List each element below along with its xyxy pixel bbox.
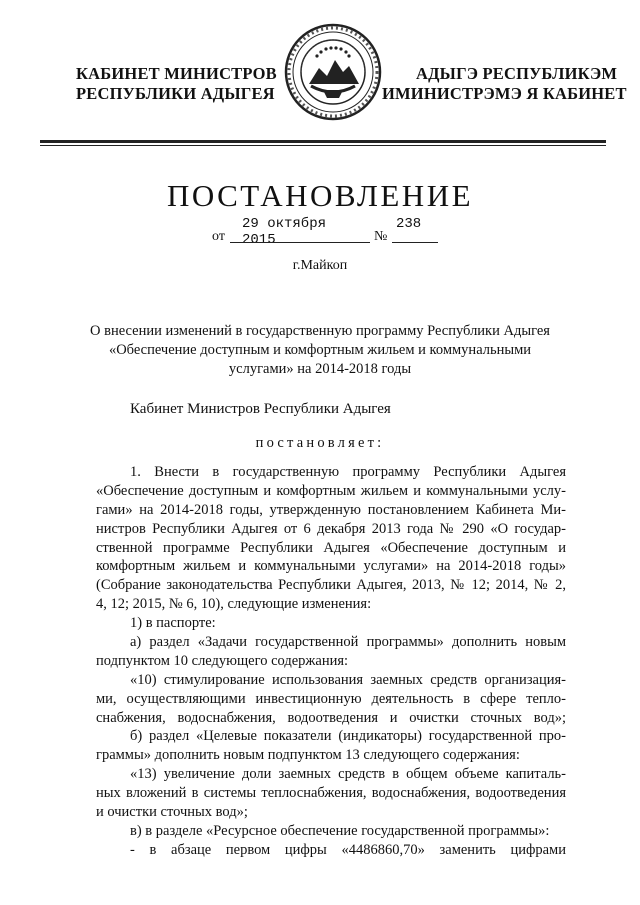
- header-divider-thick: [40, 140, 606, 143]
- number-prefix: №: [374, 229, 388, 244]
- coat-of-arms-icon: [283, 22, 383, 122]
- issuing-body: Кабинет Министров Республики Адыгея: [130, 401, 391, 417]
- header-left-line1: КАБИНЕТ МИНИСТРОВ: [76, 64, 277, 83]
- document-title: ПОСТАНОВЛЕНИЕ: [166, 178, 474, 213]
- subject-line1: О внесении изменений в государственную программу Республики Адыгея: [90, 323, 550, 339]
- body-line: «Обеспечение доступным и комфортным жильем и коммунальными услу-: [96, 482, 566, 499]
- document-subject: [70, 322, 570, 379]
- body-line: (Собрание законодательства Республики Адыгея, 2013, № 12; 2014, № 2,: [96, 577, 566, 594]
- city-name: г.Майкоп: [292, 258, 348, 273]
- number-underline: [392, 242, 438, 243]
- body-line: комфортным жильем и коммунальными услугами» на 2014-2018 годы»: [96, 558, 566, 575]
- date-underline: [230, 242, 370, 243]
- body-line: снабжения, водоснабжения, водоотведения и очистки сточных вод»;: [96, 709, 566, 726]
- body-line: - в абзаце первом цифры «4486860,70» заменить цифрами: [130, 841, 566, 858]
- header-left-line2: РЕСПУБЛИКИ АДЫГЕЯ: [76, 84, 275, 103]
- body-line: «13) увеличение доли заемных средств в общем объеме капиталь-: [130, 766, 566, 783]
- body-line: граммы» дополнить новым подпунктом 13 следующего содержания:: [96, 747, 520, 764]
- date-number-line: [200, 216, 460, 246]
- document-body: [96, 463, 566, 860]
- subject-line2: «Обеспечение доступным и комфортным жильем и коммунальными: [108, 342, 532, 358]
- body-line: 1. Внести в государственную программу Республики Адыгея: [130, 464, 566, 480]
- body-line: ственной программе Республики Адыгея «Обеспечение доступным и: [96, 539, 566, 556]
- body-line: 4, 12; 2015, № 6, 10), следующие изменения:: [96, 596, 372, 613]
- document-number: 238: [396, 216, 422, 232]
- body-line: а) раздел «Задачи государственной программы» дополнить новым: [130, 634, 566, 651]
- body-line: подпунктом 10 следующего содержания:: [96, 652, 349, 669]
- body-line: и очистки сточных вод»;: [96, 804, 248, 821]
- header-right-line1: АДЫГЭ РЕСПУБЛИКЭМ: [416, 64, 618, 83]
- body-line: б) раздел «Целевые показатели (индикаторы) государственной про-: [130, 728, 566, 745]
- document-date: 29 октября 2015: [242, 216, 327, 248]
- body-line: «10) стимулирование использования заемных средств организация-: [130, 671, 566, 688]
- body-line: нистров Республики Адыгея от 6 декабря 2013 года № 290 «О государ-: [96, 520, 566, 537]
- body-line: ми, осуществляющими инвестиционную деятельность в сфере тепло-: [96, 690, 566, 707]
- header-right-line2: ИМИНИСТРЭМЭ Я КАБИНЕТ: [382, 84, 627, 103]
- body-line: в) в разделе «Ресурсное обеспечение государственной программы»:: [130, 822, 550, 839]
- header-divider-thin: [40, 145, 606, 146]
- coat-of-arms-seal: [283, 22, 383, 122]
- issuer-header-adyghe: [382, 64, 627, 104]
- subject-line3: услугами» на 2014-2018 годы: [228, 361, 412, 377]
- body-line: гами» на 2014-2018 годы, утвержденную постановлением Кабинета Ми-: [96, 501, 566, 518]
- body-line: ных вложений в системы теплоснабжения, водоснабжения, водоотведения: [96, 785, 566, 802]
- body-line: 1) в паспорте:: [130, 615, 216, 632]
- decree-word: постановляет:: [255, 435, 385, 451]
- issuer-header-russian: [76, 64, 276, 104]
- date-prefix: от: [212, 229, 225, 244]
